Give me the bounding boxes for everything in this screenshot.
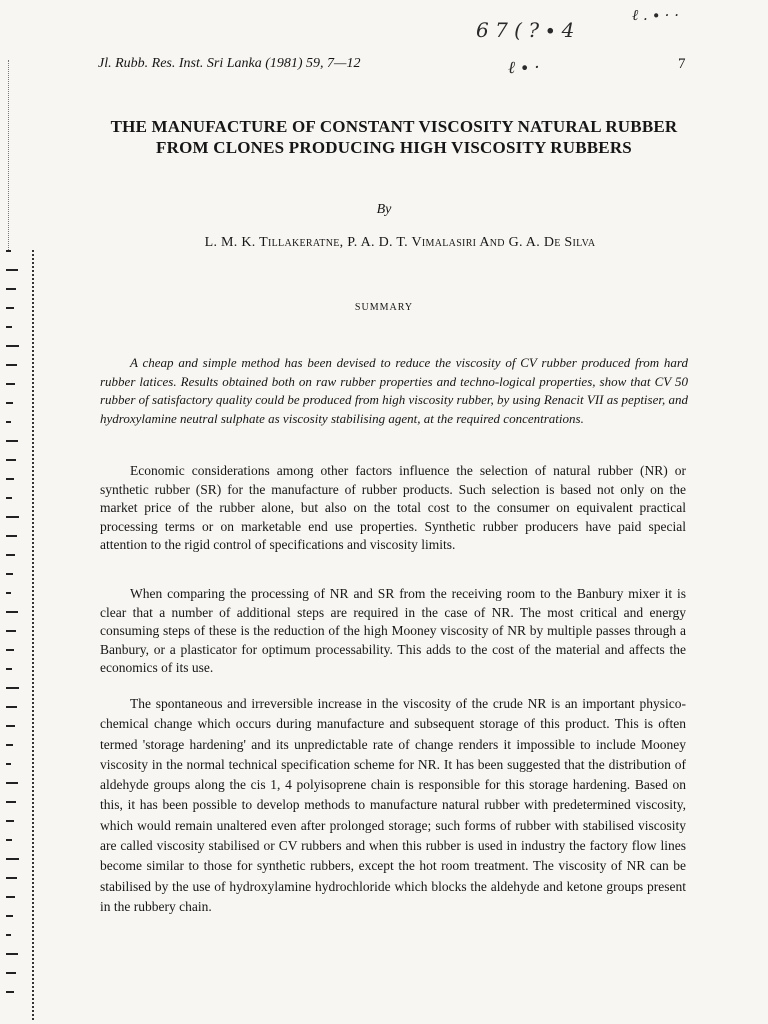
scan-tick (6, 820, 14, 822)
scan-tick (6, 725, 15, 727)
scan-tick (6, 554, 15, 556)
scan-tick (6, 706, 17, 708)
scan-tick (6, 516, 19, 518)
scan-tick (6, 326, 12, 328)
scan-tick (6, 649, 14, 651)
authors: L. M. K. Tillakeratne, P. A. D. T. Vimalasiri And G. A. De Silva (204, 235, 596, 250)
by-label: By (376, 202, 392, 217)
scan-tick (6, 478, 14, 480)
body-paragraph: Economic considerations among other factors influence the selection of natural rubber (NR) or synthetic rubber (SR) for the manufacture of rubber products. Such selection is based not only on the market price of the rubber alone, but also on the total cost to the consumer on equivalent practical processing terms or on marketable end use properties. Synthetic rubber producers have paid special attention to the rigid control of specifications and viscosity limits. (100, 463, 686, 552)
scan-tick (6, 896, 15, 898)
handwritten-mark-top-right: ℓ . ∙ · · (632, 6, 679, 24)
scan-tick (6, 839, 12, 841)
handwritten-mark: ℓ ∙ · (508, 58, 540, 78)
scan-tick (6, 364, 17, 366)
journal-citation: Jl. Rubb. Res. Inst. Sri Lanka (1981) 59, 7—12 (98, 56, 361, 71)
summary-abstract: A cheap and simple method has been devised to reduce the viscosity of CV rubber produced from hard rubber latices. Results obtained both on raw rubber properties and techno-logical properties, show that CV 50 rubber of satisfactory quality could be produced from high viscosity rubber, by using Renacit VII as peptiser, and hydroxylamine neutral sulphate as viscosity stabilising agent, at the required concentrations. (100, 355, 688, 426)
scan-tick (6, 972, 16, 974)
scan-tick (6, 934, 11, 936)
scan-tick (6, 269, 18, 271)
body-paragraph: The spontaneous and irreversible increase in the viscosity of the crude NR is an important physico-chemical change which occurs during manufacture and subsequent storage of this product. This is often termed 'storage hardening' and its unpredictable rate of change renders it impossible to include Mooney viscosity in the normal technical specification scheme for NR. It has been suggested that the distribution of aldehyde groups along the cis 1, 4 polyisoprene chain is responsible for this storage hardening. Based on this, it has been possible to develop methods to manufacture natural rubber with predetermined viscosity, which would remain unaltered even after prolonged storage; such forms of rubber with stabilised viscosity are called viscosity stabilised or CV rubbers and when this rubber is used in industry the factory flow lines become similar to those for synthetic rubbers, except the hot room treatment. The viscosity of NR can be stabilised by the use of hydroxylamine hydrochloride which blocks the aldehyde and ketone groups present in the rubbery chain. (100, 696, 686, 914)
scan-tick (6, 782, 18, 784)
scan-tick (6, 402, 13, 404)
scan-tick (6, 744, 13, 746)
scan-tick (6, 687, 19, 689)
scan-binding-edge (6, 250, 34, 1020)
scan-tick (6, 421, 11, 423)
scan-tick (6, 345, 19, 347)
scan-tick (6, 953, 18, 955)
scan-tick (6, 497, 12, 499)
scan-tick (6, 288, 16, 290)
scan-tick (6, 440, 18, 442)
scan-tick (6, 763, 11, 765)
body-paragraph: When comparing the processing of NR and SR from the receiving room to the Banbury mixer it is clear that a number of additional steps are required in the case of NR. The most critical and energy consuming steps of these is the reduction of the high Mooney viscosity of NR by multiple passes through a Banbury, or a plasticator for optimum processability. This adds to the cost of the material and affects the economics of its use. (100, 586, 686, 675)
scan-tick (6, 991, 14, 993)
scan-tick (6, 535, 17, 537)
article-title: THE MANUFACTURE OF CONSTANT VISCOSITY NATURAL RUBBER FROM CLONES PRODUCING HIGH VISCOSITY RUBBERS (110, 117, 678, 157)
scan-tick (6, 459, 16, 461)
scan-tick (6, 668, 12, 670)
scan-edge-dots (8, 60, 15, 250)
scan-tick (6, 915, 13, 917)
scan-tick (6, 630, 16, 632)
scan-tick (6, 801, 16, 803)
scan-tick (6, 573, 13, 575)
page-number: 7 (678, 56, 686, 72)
scan-tick (6, 383, 15, 385)
handwritten-number: 6 7 ( ? ∙ 4 (476, 18, 575, 42)
scan-tick (6, 592, 11, 594)
scan-tick (6, 858, 19, 860)
scan-tick (6, 611, 18, 613)
summary-heading: SUMMARY (354, 302, 414, 313)
scan-tick (6, 877, 17, 879)
scan-tick (6, 250, 11, 252)
